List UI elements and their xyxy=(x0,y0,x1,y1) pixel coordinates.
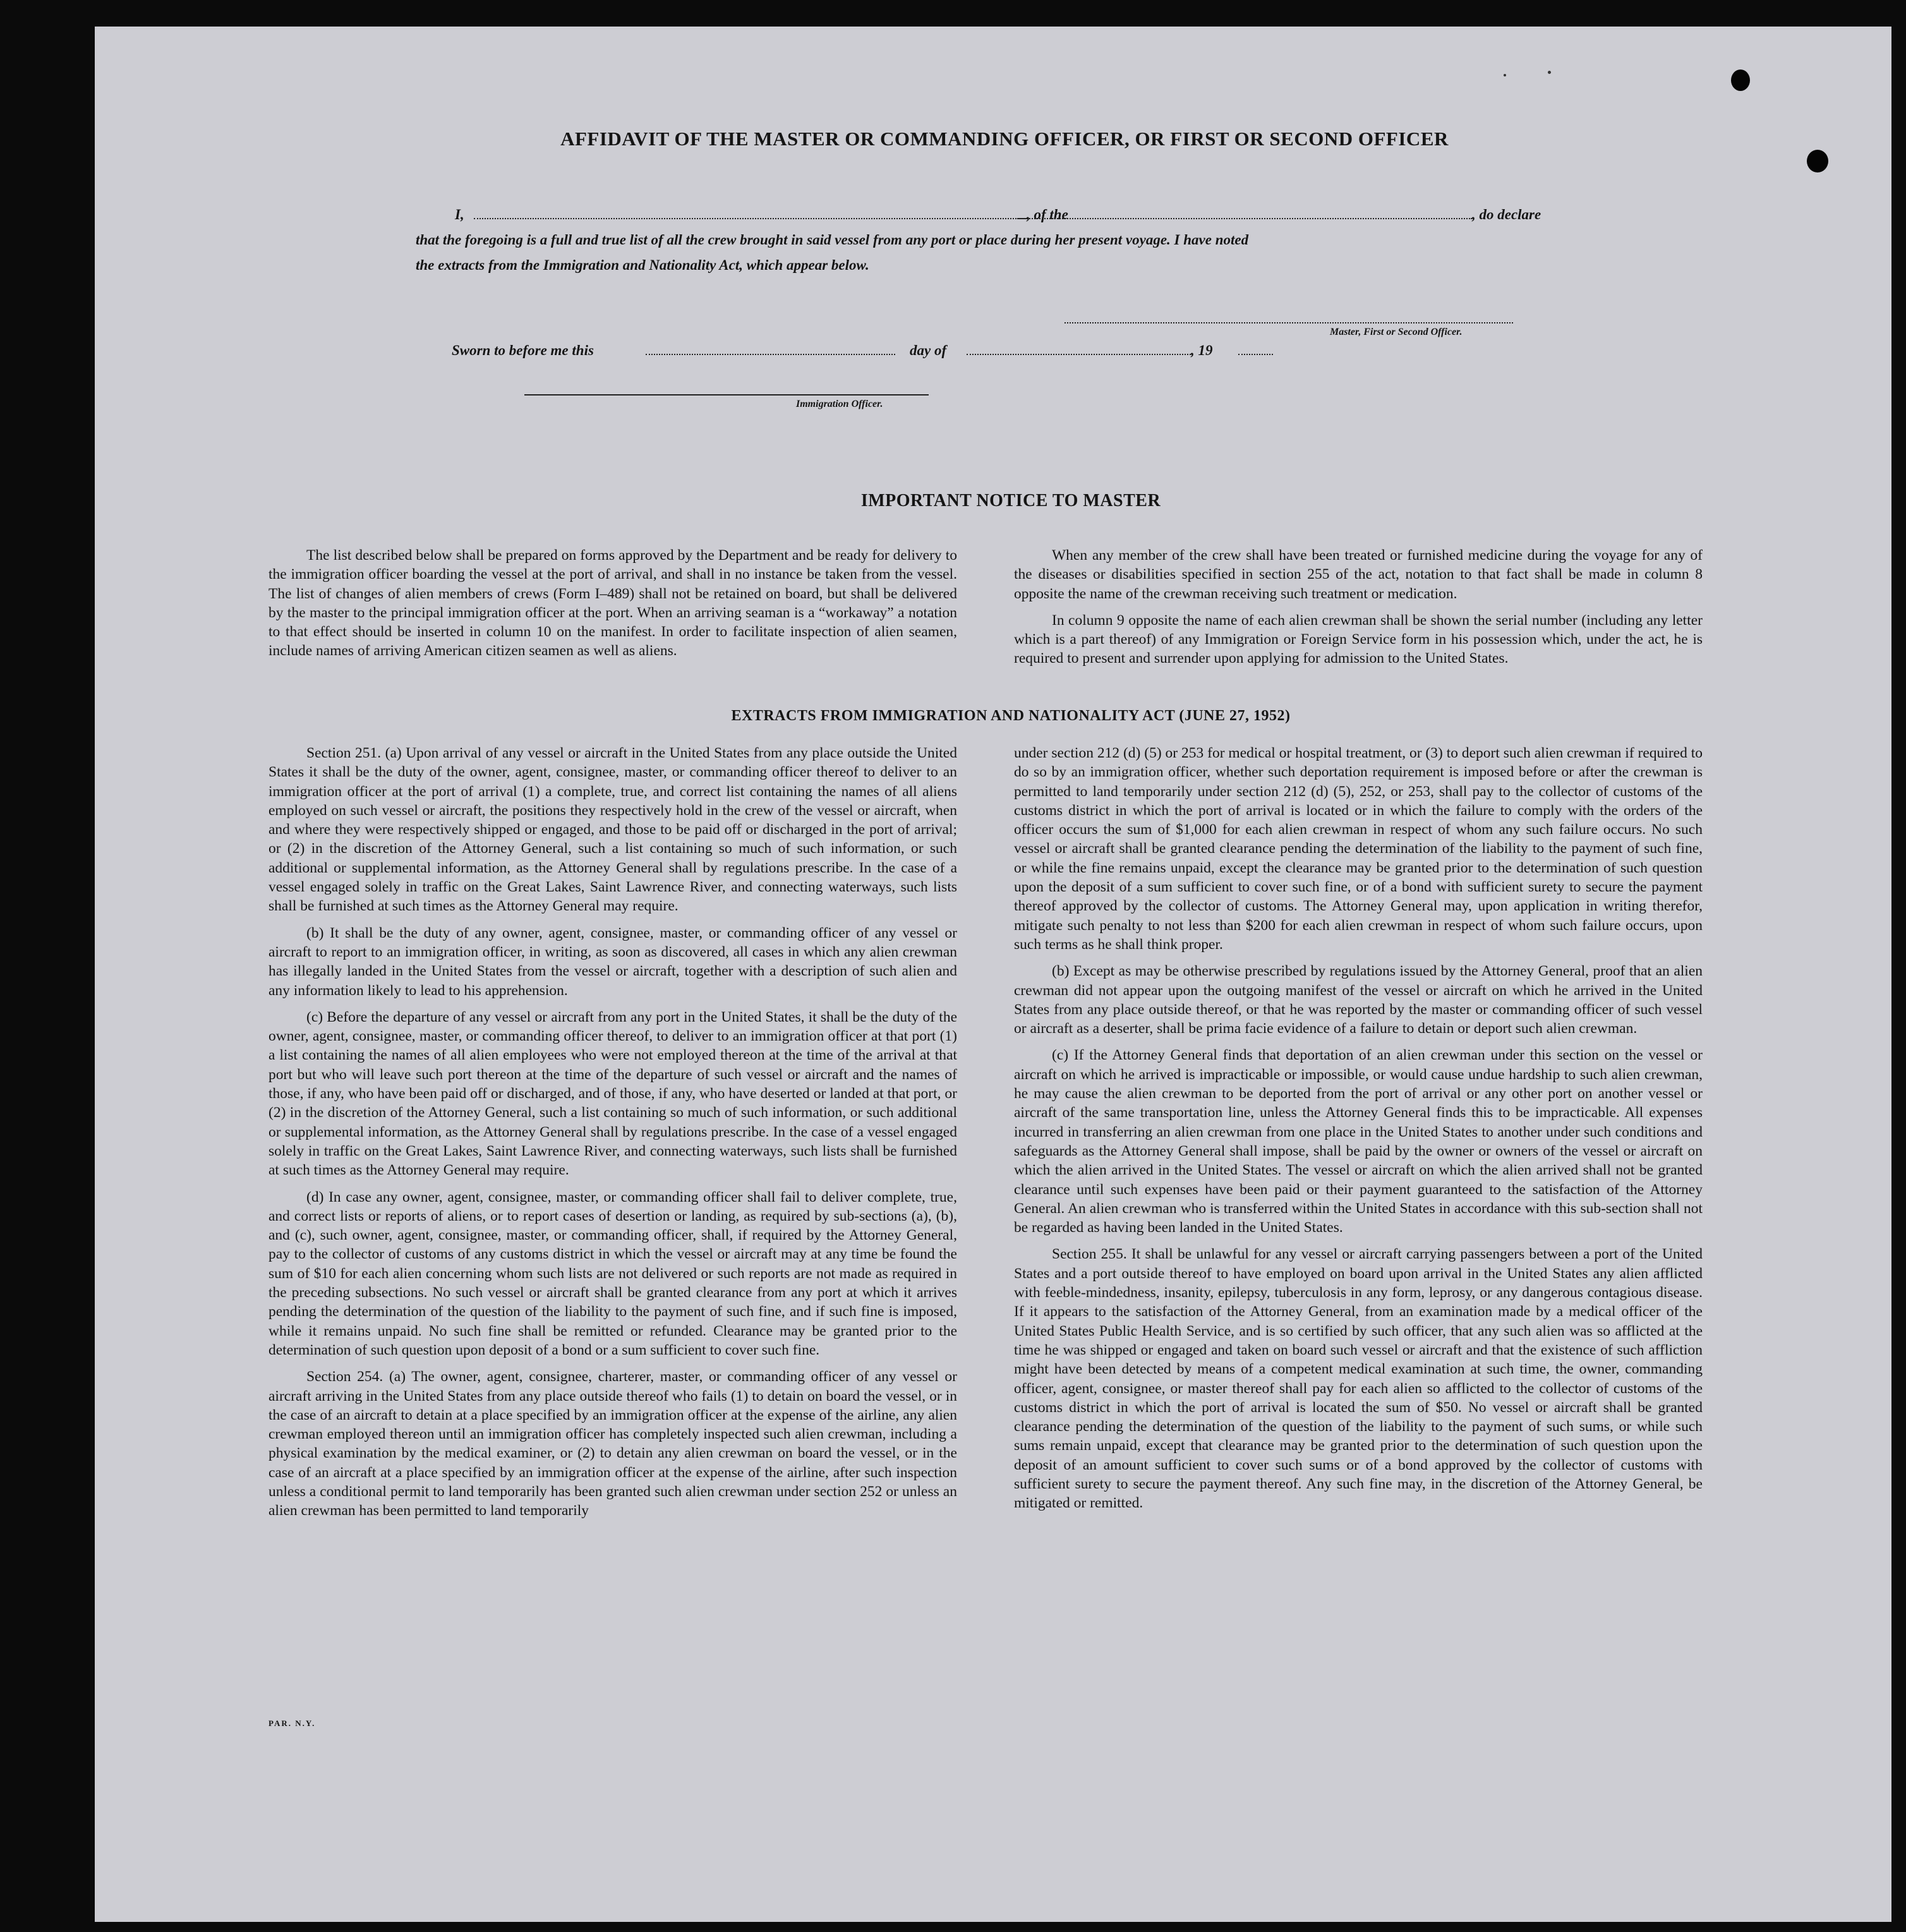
extract-paragraph: Section 254. (a) The owner, agent, consignee, charterer, master, or commanding officer of any vessel or aircraft arriving in the United States from any place outside thereof who fails (1) to detain on board the vessel, or in the case of an aircraft to detain at a place specified by an immigration officer at the expense of the airline, any alien crewman employed thereon until an immigration officer has completely inspected such alien crewman, including a physical examination by the medical examiner, or (2) to detain any alien crewman on board the vessel, or in the case of an aircraft at a place specified by an immigration officer at the expense of the airline, after such inspection unless a conditional permit to land temporarily has been granted such alien crewman under section 252 or unless an alien crewman has been permitted to land temporarily xyxy=(268,1368,957,1519)
day-of-label: day of xyxy=(910,342,947,358)
speck xyxy=(1548,71,1551,74)
extracts-title: EXTRACTS FROM IMMIGRATION AND NATIONALITY ACT (JUNE 27, 1952) xyxy=(731,708,1291,724)
notice-paragraph: In column 9 opposite the name of each alien crewman shall be shown the serial number (including any letter which is a part thereof) of any Immigration or Foreign Service form in his possession which, under the act, he is required to present and surrender upon applying for admission to the United States. xyxy=(1014,612,1703,667)
notice-right-column xyxy=(1014,546,1703,676)
sworn-day-line[interactable] xyxy=(646,354,895,355)
extract-paragraph: (c) Before the departure of any vessel or aircraft from any port in the United States, it shall be the duty of the owner, agent, consignee, master, or commanding officer thereof, to deliver to an immigration officer at that port (1) a list containing the names of all alien employees who were not employed thereon at the time of the arrival at that port but who will leave such port thereon at the time of the departure of such vessel or aircraft and the names of those, if any, who have been paid off or discharged, and of those, if any, who have deserted or landed at that port, or (2) in the discretion of the Attorney General, such a list containing so much of such information, or such additional or supplemental information, as the Attorney General shall by regulations prescribe. In the case of a vessel engaged solely in traffic on the Great Lakes, Saint Lawrence River, and connecting waterways, such lists shall be furnished at such times as the Attorney General may require. xyxy=(268,1008,957,1179)
extract-paragraph: (c) If the Attorney General finds that deportation of an alien crewman under this section on the vessel or aircraft on which he arrived is impracticable or impossible, or would cause undue hardship to such alien crewman, he may cause the alien crewman to be deported from the port of arrival or any other port on another vessel or aircraft of the same transportation line, unless the Attorney General finds this to be impracticable. All expenses incurred in transferring an alien crewman from one place in the United States to another under such conditions and safeguards as the Attorney General shall impose, shall be paid by the owner or owners of the vessel or aircraft on which the alien arrived in the United States. The vessel or aircraft on which the alien arrived shall not be granted clearance until such expenses have been paid or their payment guaranteed to the satisfaction of the Attorney General. An alien crewman who is transferred within the United States in accordance with this sub-section shall not be regarded as having been landed in the United States. xyxy=(1014,1047,1703,1236)
sworn-month-line[interactable] xyxy=(967,354,1191,355)
vessel-line[interactable] xyxy=(1017,218,1472,219)
name-line[interactable] xyxy=(474,218,1027,219)
extracts-right-column xyxy=(1014,744,1703,1521)
extract-paragraph: under section 212 (d) (5) or 253 for medical or hospital treatment, or (3) to deport such alien crewman if required to do so by an immigration officer, whether such deportation requirement is imposed before or after the crewman is permitted to land temporarily under section 212 (d) (5), 252, or 253, shall pay to the collector of customs of the customs district in which the port of arrival is located or in which the failure to comply with the orders of the officer occurs the sum of $1,000 for each alien crewman in respect of whom any such failure occurs. No such vessel or aircraft shall be granted clearance pending the determination of the liability to the payment of such fine, or while the fine remains unpaid, except the clearance may be granted prior to the determination of such question upon the deposit of a sum sufficient to cover such fine, or of a bond with sufficient surety to secure the payment thereof approved by the collector of customs. The Attorney General may, upon application in writing therefor, mitigate such penalty to not less than $200 for each alien crewman in respect of whom such failure occurs, upon such terms as he shall think proper. xyxy=(1014,745,1703,953)
ink-blot xyxy=(1807,150,1828,172)
notice-left-column xyxy=(268,546,957,668)
notice-paragraph: The list described below shall be prepared on forms approved by the Department and be ready for delivery to the immigration officer boarding the vessel at the port of arrival, and shall in no instance be taken from the vessel. The list of changes of alien members of crews (Form I–489) shall not be retained on board, but shall be delivered by the master to the principal immigration officer at the port. When an arriving seaman is a “workaway” a notation to that effect should be inserted in column 10 on the manifest. In order to facilitate inspection of alien seamen, include names of arriving American citizen seamen as well as aliens. xyxy=(268,547,957,660)
printer-mark: PAR. N.Y. xyxy=(268,1718,316,1728)
do-declare-label: , do declare xyxy=(1472,207,1541,222)
i-label: I, xyxy=(455,207,464,222)
affidavit-title: AFFIDAVIT OF THE MASTER OR COMMANDING OFFICER, OR FIRST OR SECOND OFFICER xyxy=(560,128,1449,150)
extract-paragraph: Section 255. It shall be unlawful for any vessel or aircraft carrying passengers between a port of the United States and a port outside thereof to have employed on board upon arrival in the United States any alien afflicted with feeble-mindedness, insanity, epilepsy, tuberculosis in any form, leprosy, or any dangerous contagious disease. If it appears to the satisfaction of the Attorney General, from an examination made by a medical officer of the United States Public Health Service, and is so certified by such officer, that any such alien was so afflicted at the time he was shipped or engaged and taken on board such vessel or aircraft and that the existence of such affliction might have been detected by means of a competent medical examination at such time, the owner, commanding officer, agent, consignee, or master thereof shall pay for each alien so afflicted to the collector of customs of the customs district in which the port of arrival is located the sum of $50. No vessel or aircraft shall be granted clearance pending the determination of the question of the liability to the payment of such sums, or while such sums remain unpaid, except that clearance may be granted prior to the determination of such question upon the deposit of an amount sufficient to cover such sums or of a bond approved by the collector of customs with sufficient surety to secure the payment thereof. Any such fine may, in the discretion of the Attorney General, be mitigated or remitted. xyxy=(1014,1246,1703,1512)
notice-title: IMPORTANT NOTICE TO MASTER xyxy=(860,491,1161,510)
sworn-label: Sworn to before me this xyxy=(452,342,594,358)
declaration-line-1: that the foregoing is a full and true list of all the crew brought in said vessel from any port or place during her present voyage. I have noted xyxy=(416,232,1249,248)
extract-paragraph: Section 251. (a) Upon arrival of any vessel or aircraft in the United States from any place outside the United States it shall be the duty of the owner, agent, consignee, master, or commanding officer thereof to deliver to an immigration officer at the port of arrival (1) a complete, true, and correct list containing the names of all aliens employed on such vessel or aircraft, the positions they respectively hold in the crew of the vessel or aircraft, when and where they were respectively shipped or engaged, and those to be paid off or discharged in the port of arrival; or (2) in the discretion of the Attorney General, such a list containing so much of such information, or such additional or supplemental information, as the Attorney General shall by regulations prescribe. In the case of a vessel engaged solely in traffic on the Great Lakes, Saint Lawrence River, and connecting waterways, such lists shall be furnished at such times as the Attorney General may require. xyxy=(268,745,957,915)
notice-paragraph: When any member of the crew shall have been treated or furnished medicine during the voyage for any of the diseases or disabilities specified in section 255 of the act, notation to that fact shall be made in column 8 opposite the name of the crewman receiving such treatment or medication. xyxy=(1014,547,1703,602)
master-signature-caption: Master, First or Second Officer. xyxy=(1330,327,1463,337)
officer-signature-caption: Immigration Officer. xyxy=(796,399,883,409)
master-signature-line[interactable] xyxy=(1065,322,1513,323)
of-the-label: , of the xyxy=(1027,207,1068,222)
officer-signature-line[interactable] xyxy=(524,394,929,395)
ink-blot xyxy=(1731,69,1750,91)
year-label: , 19 xyxy=(1191,342,1213,358)
extract-paragraph: (b) It shall be the duty of any owner, agent, consignee, master, or commanding officer of any vessel or aircraft to report to an immigration officer, in writing, as soon as discovered, all cases in which any alien crewman has illegally landed in the United States from the vessel or aircraft, together with a description of such alien and any information likely to lead to his apprehension. xyxy=(268,924,957,999)
extract-paragraph: (d) In case any owner, agent, consignee, master, or commanding officer shall fail to deliver complete, true, and correct lists or reports of aliens, or to report cases of desertion or landing, as required by sub-sections (a), (b), and (c), such owner, agent, consignee, master, or commanding officer, shall, if required by the Attorney General, pay to the collector of customs of any customs district in which the vessel or aircraft may at any time be found the sum of $10 for each alien concerning whom such lists are not delivered or such reports are not made as required in the preceding subsections. No such vessel or aircraft shall be granted clearance from any port at which it arrives pending the determination of the question of the liability to the payment of such fine, and if such fine is imposed, while it remains unpaid. No such fine shall be remitted or refunded. Clearance may be granted prior to the determination of such question upon deposit of a bond or a sum sufficient to cover such fine. xyxy=(268,1188,957,1358)
speck xyxy=(1504,74,1506,76)
declaration-line-2: the extracts from the Immigration and Nationality Act, which appear below. xyxy=(416,257,869,273)
sworn-year-line[interactable] xyxy=(1238,354,1273,355)
extracts-left-column xyxy=(268,744,957,1528)
extract-paragraph: (b) Except as may be otherwise prescribed by regulations issued by the Attorney General, proof that an alien crewman did not appear upon the outgoing manifest of the vessel or aircraft on which he arrived in the United States from any place outside thereof, or that he was reported by the master or commanding officer of such vessel or aircraft as a deserter, shall be prima facie evidence of a failure to detain or deport such alien crewman. xyxy=(1014,963,1703,1037)
document-page xyxy=(95,27,1891,1922)
